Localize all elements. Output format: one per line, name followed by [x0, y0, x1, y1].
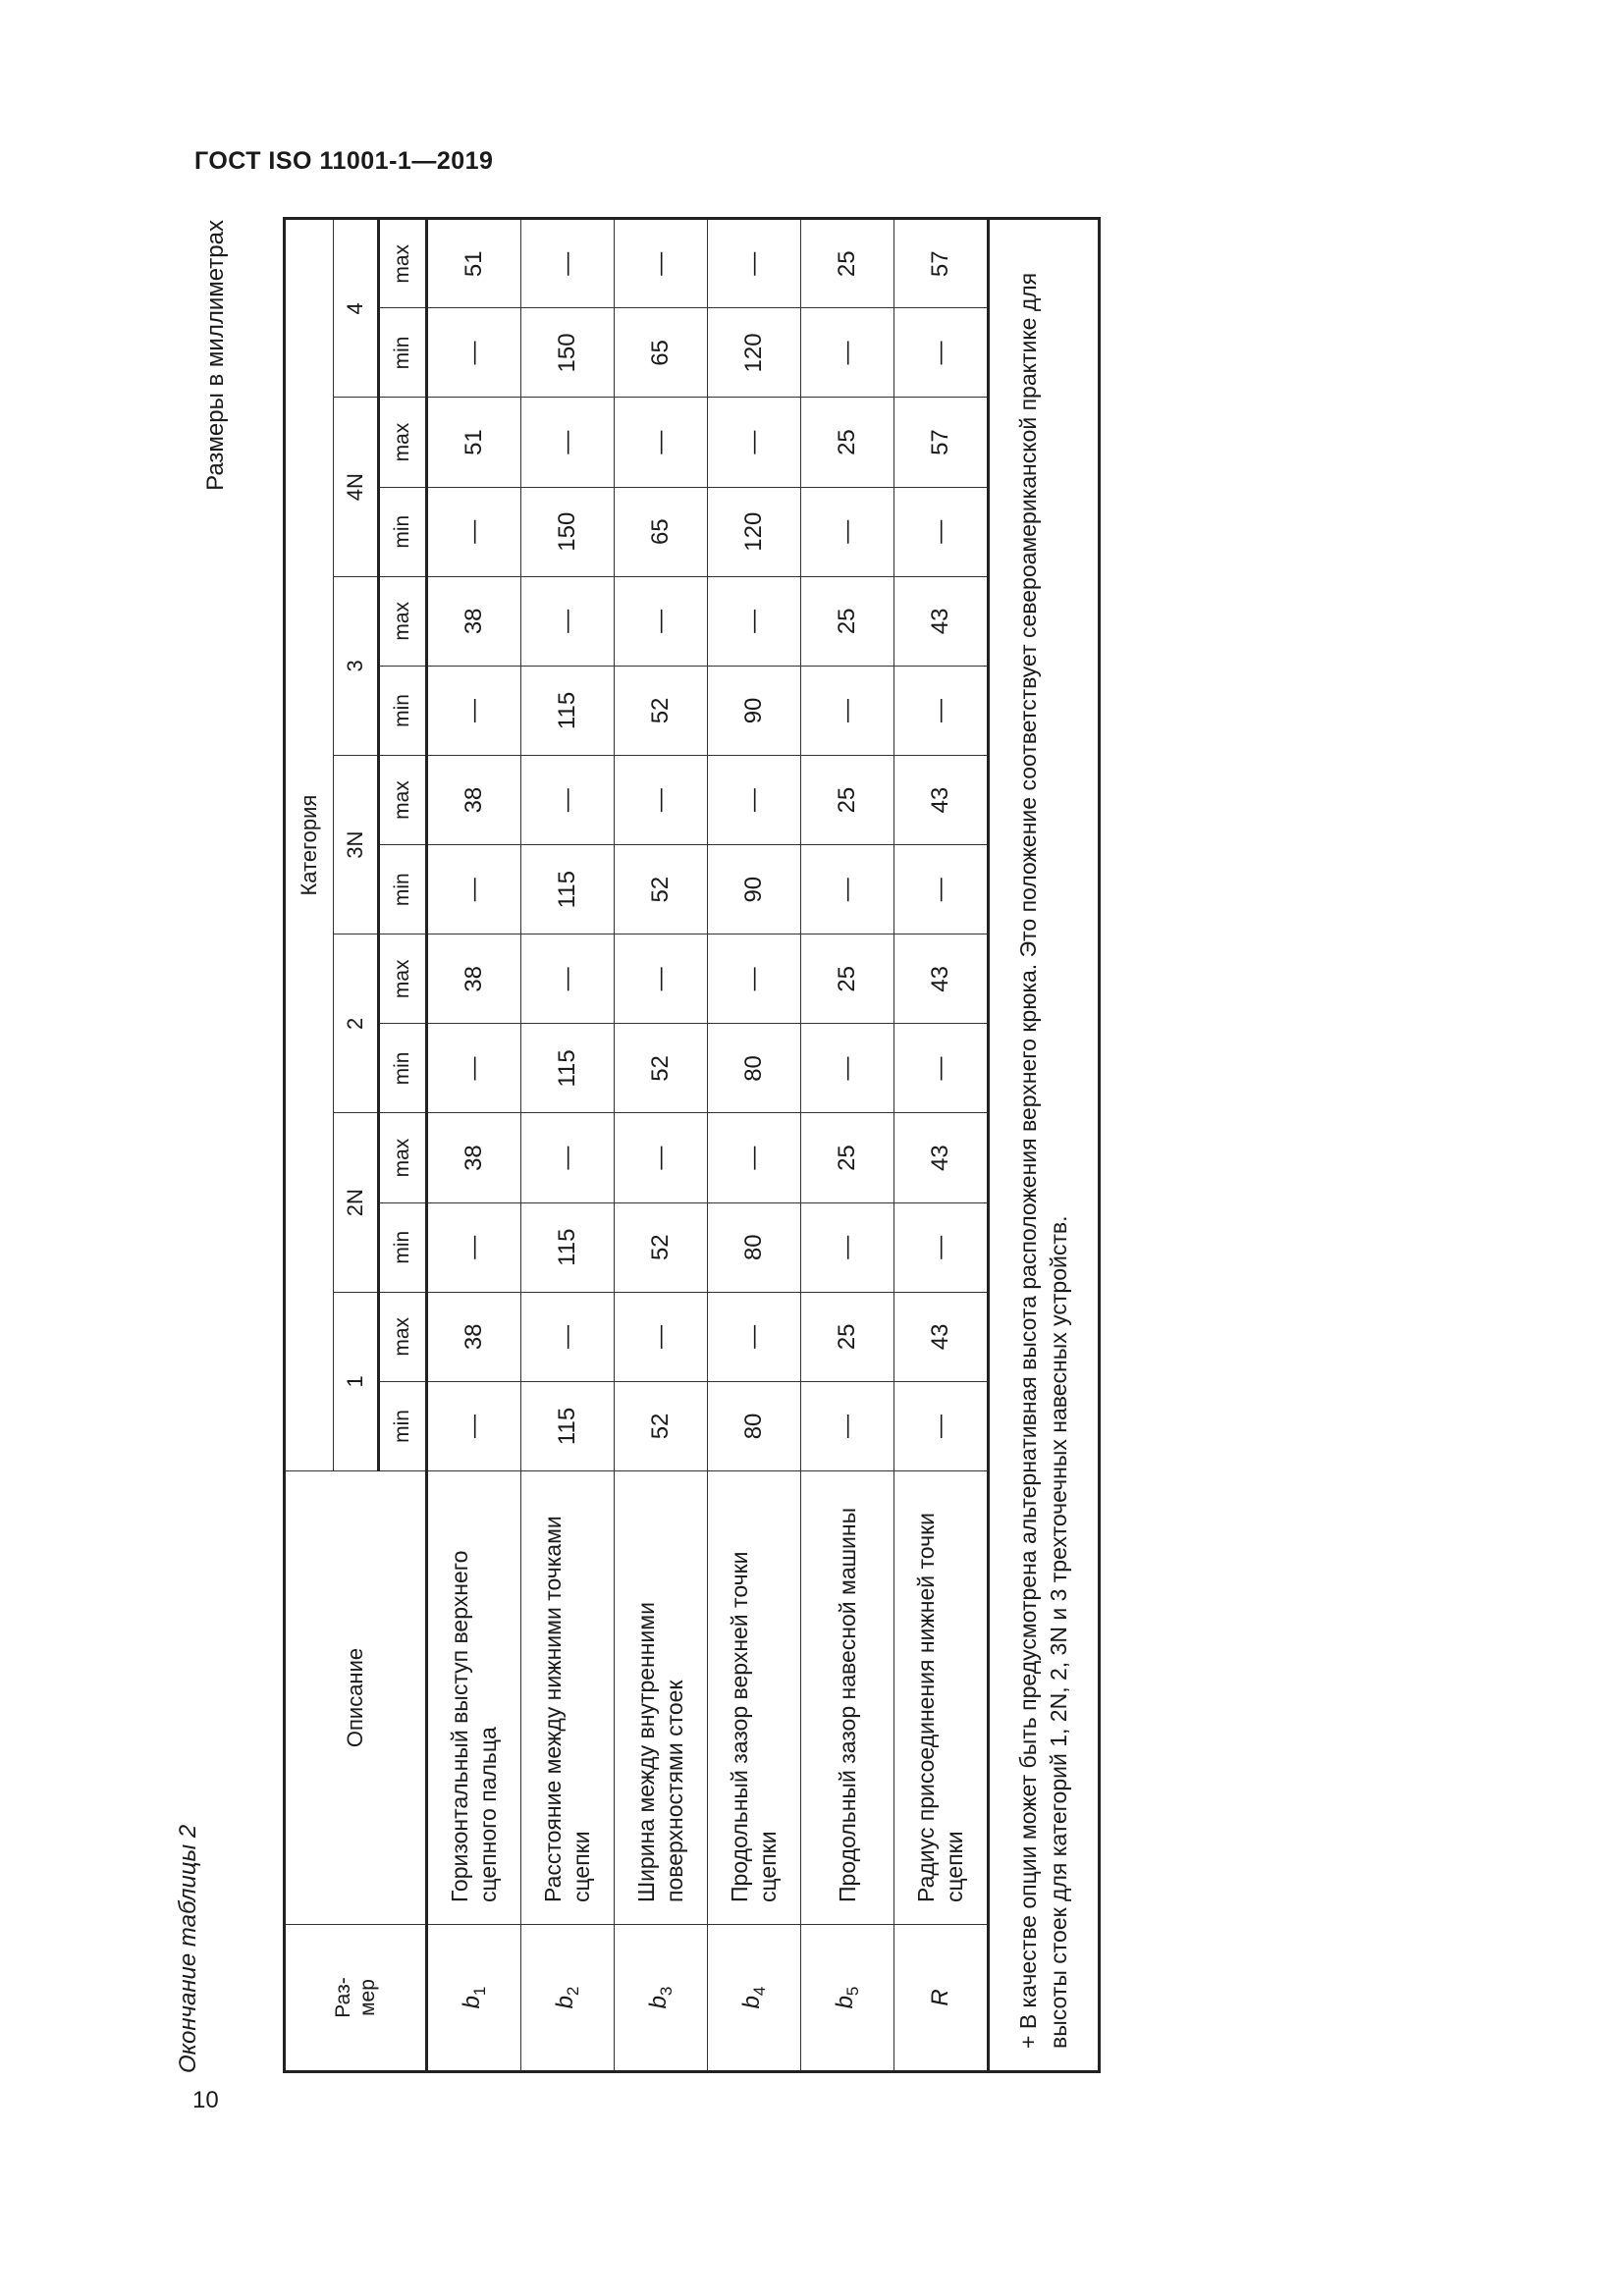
min-header: min [379, 666, 427, 755]
max-value: 25 [801, 576, 894, 666]
table-footnote: + В качестве опции может быть предусмотрена альтернативная высота расположения верхнего крюка. Это положение соответствует североамериканской практике для высоты стоек для категорий 1, 2N, 2, 3N и 3 трехточечных навесных устройств. [989, 219, 1100, 2072]
max-value: 38 [427, 576, 521, 666]
max-value: 57 [894, 219, 989, 308]
max-value: — [615, 219, 708, 308]
max-value: 57 [894, 398, 989, 487]
min-value: 65 [615, 308, 708, 398]
min-value: 90 [708, 845, 801, 934]
max-value: — [521, 1113, 615, 1202]
min-value: — [801, 1202, 894, 1292]
row-description: Продольный зазор навесной машины [801, 1471, 894, 1925]
max-header: max [379, 1292, 427, 1381]
max-value: — [521, 756, 615, 845]
symbol-subscript: 3 [656, 1986, 676, 1997]
max-value: — [708, 1292, 801, 1381]
row-description: Ширина между внутренними поверхностями стоек [615, 1471, 708, 1925]
symbol-subscript: 5 [842, 1986, 862, 1997]
min-value: — [801, 1381, 894, 1470]
max-header: max [379, 756, 427, 845]
max-value: — [708, 576, 801, 666]
max-value: 51 [427, 398, 521, 487]
min-header: min [379, 1202, 427, 1292]
max-value: 25 [801, 398, 894, 487]
row-description: Продольный зазор верхней точки сцепки [708, 1471, 801, 1925]
min-value: — [427, 1381, 521, 1470]
min-value: — [427, 666, 521, 755]
min-value: — [801, 487, 894, 576]
min-value: 90 [708, 666, 801, 755]
category-header: 3N [334, 756, 379, 934]
min-value: — [894, 487, 989, 576]
max-value: 25 [801, 1292, 894, 1381]
rotated-table-block [175, 220, 1071, 2073]
header-size: Раз- мер [285, 1925, 427, 2072]
row-description: Горизонтальный выступ верхнего сцепного пальца [427, 1471, 521, 1925]
max-value: — [615, 398, 708, 487]
min-value: 115 [521, 1024, 615, 1113]
max-value: 38 [427, 934, 521, 1024]
min-value: 150 [521, 487, 615, 576]
min-value: 52 [615, 1024, 708, 1113]
symbol-subscript: 4 [749, 1986, 769, 1997]
row-symbol [615, 1925, 708, 2072]
table-row [708, 219, 801, 2072]
min-value: — [801, 845, 894, 934]
min-value: 115 [521, 666, 615, 755]
min-header: min [379, 1381, 427, 1470]
max-header: max [379, 398, 427, 487]
max-value: — [708, 934, 801, 1024]
row-symbol [521, 1925, 615, 2072]
symbol-subscript: 2 [563, 1986, 582, 1997]
max-value: 51 [427, 219, 521, 308]
max-value: 43 [894, 1292, 989, 1381]
category-header: 4N [334, 398, 379, 576]
max-value: 38 [427, 1113, 521, 1202]
max-value: — [521, 934, 615, 1024]
min-value: 65 [615, 487, 708, 576]
row-symbol [801, 1925, 894, 2072]
min-value: 80 [708, 1381, 801, 1470]
table-row [521, 219, 615, 2072]
row-symbol [708, 1925, 801, 2072]
min-value: 115 [521, 1202, 615, 1292]
table-row [894, 219, 989, 2072]
min-header: min [379, 845, 427, 934]
header-description: Описание [285, 1471, 427, 1925]
row-symbol [894, 1925, 989, 2072]
min-value: — [894, 845, 989, 934]
min-value: 52 [615, 1381, 708, 1470]
max-value: — [615, 756, 708, 845]
page-number: 10 [192, 2087, 219, 2113]
min-value: — [427, 487, 521, 576]
min-value: 52 [615, 666, 708, 755]
min-header: min [379, 487, 427, 576]
min-value: 115 [521, 845, 615, 934]
min-header: min [379, 308, 427, 398]
category-header: 4 [334, 219, 379, 398]
document-header: ГОСТ ISO 11001-1—2019 [194, 147, 494, 175]
max-header: max [379, 1113, 427, 1202]
min-value: — [894, 1202, 989, 1292]
max-value: 25 [801, 1113, 894, 1202]
max-value: — [708, 219, 801, 308]
max-header: max [379, 576, 427, 666]
dimensions-table [283, 217, 1101, 2073]
min-value: — [427, 308, 521, 398]
max-value: — [708, 756, 801, 845]
category-header: 2 [334, 934, 379, 1113]
min-value: — [427, 845, 521, 934]
max-header: max [379, 219, 427, 308]
symbol-letter: b [831, 1996, 858, 2009]
header-category: Категория [285, 219, 334, 1471]
max-value: 38 [427, 756, 521, 845]
table-row [801, 219, 894, 2072]
category-header: 1 [334, 1292, 379, 1470]
min-value: — [894, 308, 989, 398]
min-value: 120 [708, 487, 801, 576]
min-value: 52 [615, 1202, 708, 1292]
max-value: — [521, 1292, 615, 1381]
category-header: 2N [334, 1113, 379, 1292]
max-value: — [521, 576, 615, 666]
symbol-letter: b [644, 1996, 672, 2009]
symbol-letter: b [551, 1996, 578, 2009]
max-value: 25 [801, 219, 894, 308]
table-caption: Окончание таблицы 2 [175, 1824, 201, 2073]
units-note: Размеры в миллиметрах [202, 220, 229, 491]
max-value: — [708, 398, 801, 487]
max-value: 43 [894, 756, 989, 845]
max-value: 43 [894, 1113, 989, 1202]
max-value: — [708, 1113, 801, 1202]
min-value: — [894, 1381, 989, 1470]
min-value: 52 [615, 845, 708, 934]
max-value: 25 [801, 934, 894, 1024]
min-value: — [801, 1024, 894, 1113]
row-description: Расстояние между нижними точками сцепки [521, 1471, 615, 1925]
symbol-letter: b [737, 1996, 765, 2009]
max-value: 43 [894, 934, 989, 1024]
max-value: 38 [427, 1292, 521, 1381]
row-description: Радиус присоединения нижней точки сцепки [894, 1471, 989, 1925]
table-row [615, 219, 708, 2072]
min-value: — [894, 666, 989, 755]
symbol-letter: b [458, 1996, 485, 2009]
max-value: — [615, 1113, 708, 1202]
max-value: — [521, 219, 615, 308]
min-value: 150 [521, 308, 615, 398]
min-value: — [801, 308, 894, 398]
category-header: 3 [334, 576, 379, 755]
min-header: min [379, 1024, 427, 1113]
row-symbol [427, 1925, 521, 2072]
max-header: max [379, 934, 427, 1024]
min-value: — [894, 1024, 989, 1113]
max-value: — [615, 576, 708, 666]
max-value: 43 [894, 576, 989, 666]
symbol-subscript: 1 [469, 1986, 489, 1997]
min-value: 80 [708, 1024, 801, 1113]
max-value: 25 [801, 756, 894, 845]
min-value: — [427, 1202, 521, 1292]
min-value: — [427, 1024, 521, 1113]
symbol-letter: R [926, 1989, 953, 2006]
min-value: 80 [708, 1202, 801, 1292]
table-row [427, 219, 521, 2072]
min-value: 120 [708, 308, 801, 398]
min-value: 115 [521, 1381, 615, 1470]
max-value: — [615, 934, 708, 1024]
max-value: — [521, 398, 615, 487]
min-value: — [801, 666, 894, 755]
max-value: — [615, 1292, 708, 1381]
